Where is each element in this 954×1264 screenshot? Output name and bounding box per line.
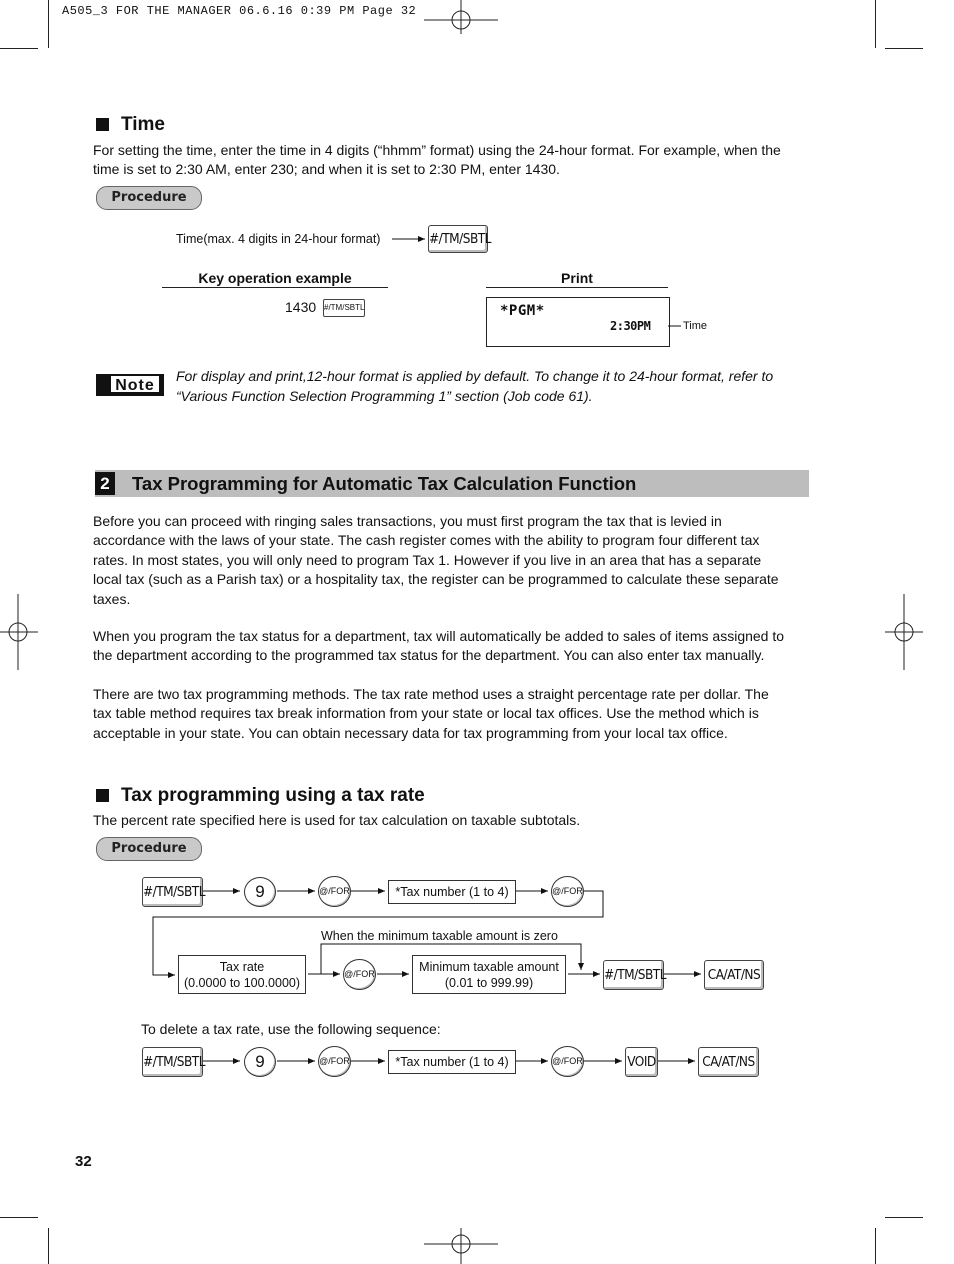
- nine-key: 9: [244, 1047, 276, 1077]
- for-key: @/FOR: [551, 1046, 584, 1077]
- tm-sbtl-key: #/TM/SBTL: [142, 877, 203, 907]
- for-key: @/FOR: [551, 876, 584, 907]
- section-title: Tax Programming for Automatic Tax Calculation Function: [132, 473, 637, 494]
- tax-rate-box: [178, 955, 306, 994]
- section-number: 2: [95, 472, 115, 495]
- tm-sbtl-key: #/TM/SBTL: [428, 225, 488, 253]
- paragraph-line: the department according to the programmed tax status for the department. You can also enter tax manually.: [93, 647, 765, 664]
- note-badge-text: Note: [110, 375, 160, 393]
- ca-at-ns-key: CA/AT/NS: [704, 960, 764, 990]
- key-operation-header: Key operation example: [198, 270, 352, 286]
- zero-minimum-note: When the minimum taxable amount is zero: [321, 929, 558, 943]
- time-heading-text: Time: [121, 114, 166, 135]
- for-key: @/FOR: [343, 959, 376, 990]
- tax-rate-box-line: Tax rate: [219, 960, 265, 974]
- tm-sbtl-key: #/TM/SBTL: [603, 960, 664, 990]
- paragraph-line: rates. In most states, you will only need to program Tax 1. However if you live in an area that has a separate: [93, 551, 762, 568]
- nine-key: 9: [244, 877, 276, 907]
- tax-rate-paragraph: The percent rate specified here is used for tax calculation on taxable subtotals.: [93, 812, 581, 828]
- procedure-badge: Procedure: [96, 186, 202, 210]
- procedure-badge: Procedure: [96, 837, 202, 861]
- tm-sbtl-key-small: #/TM/SBTL: [323, 299, 365, 317]
- note-line: “Various Function Selection Programming 1” section (Job code 61).: [176, 388, 593, 404]
- print-header: A505_3 FOR THE MANAGER 06.6.16 0:39 PM Page 32: [62, 4, 417, 18]
- print-header-label: Print: [561, 270, 593, 286]
- time-paragraph-line: For setting the time, enter the time in 4 digits (“hhmm” format) using the 24-hour format. For example, when the: [93, 142, 781, 158]
- tax-rate-box-line: (0.0000 to 100.0000): [183, 976, 301, 990]
- minimum-amount-box: [412, 955, 566, 994]
- tax-number-box: *Tax number (1 to 4): [388, 1050, 516, 1074]
- for-key: @/FOR: [318, 1046, 351, 1077]
- receipt-pgm: *PGM*: [500, 303, 545, 319]
- key-op-value: 1430: [285, 299, 317, 315]
- page-number: 32: [75, 1153, 92, 1170]
- minimum-amount-box-line: (0.01 to 999.99): [444, 976, 534, 990]
- paragraph-line: taxes.: [93, 590, 131, 607]
- paragraph-line: accordance with the laws of your state. The cash register comes with the ability to program four different tax: [93, 532, 760, 549]
- paragraph-line: Before you can proceed with ringing sales transactions, you must first program the tax that is levied in: [93, 513, 722, 529]
- minimum-amount-box-line: Minimum taxable amount: [419, 960, 559, 974]
- tax-rate-heading-text: Tax programming using a tax rate: [121, 785, 425, 806]
- tax-number-box: *Tax number (1 to 4): [388, 880, 516, 904]
- paragraph-line: There are two tax programming methods. The tax rate method uses a straight percentage rate per dollar. The: [93, 686, 769, 702]
- paragraph-line: acceptable in your state. You can obtain necessary data for tax programming from your local tax office.: [93, 724, 728, 741]
- note-line: For display and print,12-hour format is applied by default. To change it to 24-hour format, refer to: [176, 368, 774, 384]
- tm-sbtl-key: #/TM/SBTL: [142, 1047, 203, 1077]
- void-key: VOID: [625, 1047, 658, 1077]
- paragraph-line: local tax (such as a Parish tax) or a hospitality tax, the register can be programmed to calculate these separate: [93, 571, 779, 588]
- paragraph-line: When you program the tax status for a department, tax will automatically be added to sales of items assigned to: [93, 628, 785, 644]
- time-callout: Time: [683, 320, 708, 332]
- paragraph-line: tax table method requires tax break information from your state or local tax offices. Use the method which is: [93, 705, 759, 722]
- time-paragraph-line: time is set to 2:30 AM, enter 230; and when it is set to 2:30 PM, enter 1430.: [93, 161, 560, 178]
- time-input-label: Time(max. 4 digits in 24-hour format): [176, 232, 381, 246]
- delete-instruction: To delete a tax rate, use the following sequence:: [141, 1021, 441, 1037]
- receipt-time: 2:30PM: [610, 319, 651, 333]
- ca-at-ns-key: CA/AT/NS: [698, 1047, 759, 1077]
- for-key: @/FOR: [318, 876, 351, 907]
